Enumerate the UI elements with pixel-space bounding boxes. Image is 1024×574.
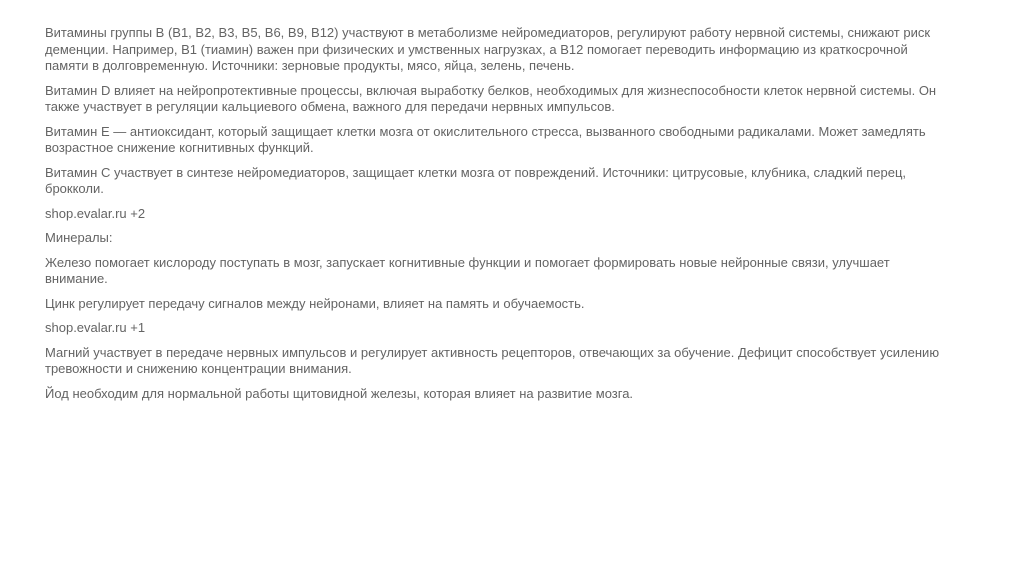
paragraph-iodine: Йод необходим для нормальной работы щитовидной железы, которая влияет на развитие мозга. — [45, 385, 634, 401]
source-reference-2: shop.evalar.ru +1 — [45, 320, 146, 335]
paragraph-vitamin-d: Витамин D влияет на нейропротективные процессы, включая выработку белков, необходимых для жизнеспособности клеток нервной системы. Он также участвует в регуляции кальциевого обмена, важного для передачи нервных импульсов. — [45, 82, 937, 114]
slide-body-text — [45, 25, 945, 402]
paragraph-vitamin-b: Витамины группы B (B1, B2, B3, B5, B6, B9, B12) участвуют в метаболизме нейромедиаторов, регулируют работу нервной системы, снижают риск деменции. Например, B1 (тиамин) важен при физических и умственных нагрузках, а B12 помогает переводить информацию из краткосрочной памяти в долговременную. Источники: зерновые продукты, мясо, яйца, зелень, печень. — [45, 25, 931, 73]
minerals-heading: Минералы: — [45, 230, 113, 245]
paragraph-vitamin-e: Витамин E — антиоксидант, который защищает клетки мозга от окислительного стресса, вызванного свободными радикалами. Может замедлять возрастное снижение когнитивных функций. — [45, 123, 926, 155]
paragraph-zinc: Цинк регулирует передачу сигналов между нейронами, влияет на память и обучаемость. — [45, 295, 585, 311]
paragraph-iron: Железо помогает кислороду поступать в мозг, запускает когнитивные функции и помогает формировать новые нейронные связи, улучшает внимание. — [45, 254, 890, 286]
source-reference-1: shop.evalar.ru +2 — [45, 205, 146, 221]
paragraph-vitamin-c: Витамин C участвует в синтезе нейромедиаторов, защищает клетки мозга от повреждений. Источники: цитрусовые, клубника, сладкий перец, брокколи. — [45, 164, 906, 196]
paragraph-magnesium: Магний участвует в передаче нервных импульсов и регулирует активность рецепторов, отвечающих за обучение. Дефицит способствует усилению тревожности и снижению концентрации внимания. — [45, 344, 940, 376]
